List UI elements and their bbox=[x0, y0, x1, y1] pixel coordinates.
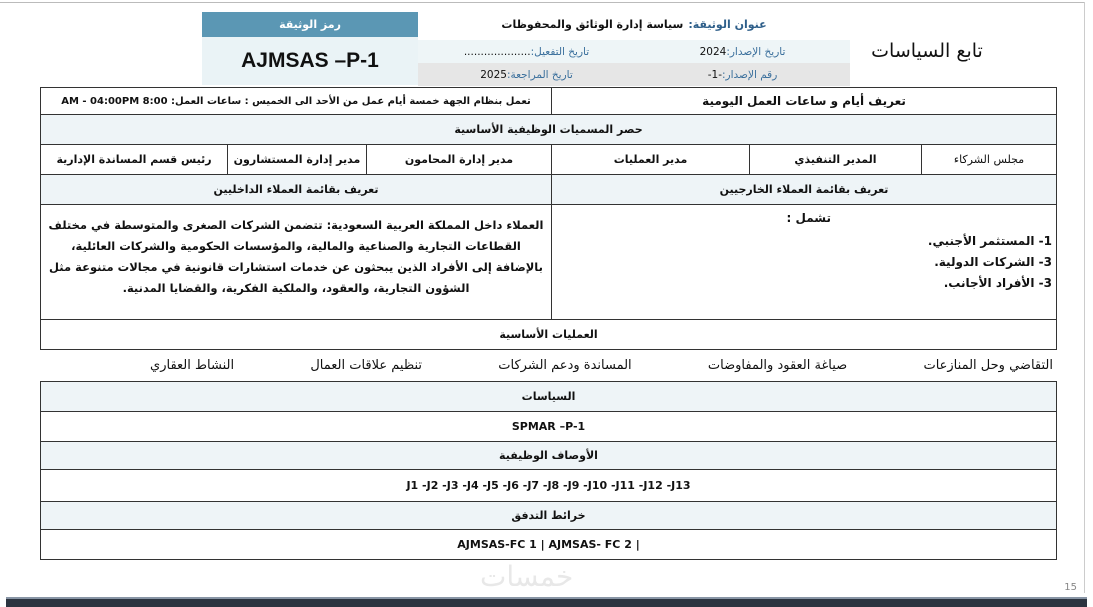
operation-item: النشاط العقاري bbox=[150, 358, 235, 373]
operation-item: صياغة العقود والمفاوضات bbox=[707, 358, 848, 373]
issue-number-label: رقم الإصدار: bbox=[722, 68, 778, 81]
flow-heading: خرائط التدفق bbox=[511, 509, 586, 522]
document-title bbox=[418, 12, 850, 37]
external-clients-heading: تعريف بقائمة العملاء الخارجيين bbox=[551, 175, 1056, 204]
flow-heading-row bbox=[40, 502, 1057, 530]
page-top-border bbox=[0, 2, 1085, 3]
issue-number bbox=[635, 63, 850, 86]
job-title: مدير إدارة المحامون bbox=[366, 145, 551, 174]
page-title: تابع السياسات bbox=[871, 40, 983, 62]
review-value: 2025 bbox=[480, 68, 507, 81]
work-hours-label: تعريف أيام و ساعات العمل اليومية bbox=[551, 88, 1056, 114]
operations-heading-row bbox=[40, 320, 1057, 350]
jobs-row bbox=[40, 470, 1057, 502]
document-code-label: رمز الوثيقة bbox=[202, 12, 418, 37]
clients-heading-row bbox=[40, 175, 1057, 205]
title-value: سياسة إدارة الوثائق والمحفوظات bbox=[501, 18, 684, 31]
job-titles-heading-row bbox=[40, 115, 1057, 145]
job-title: رئيس قسم المساندة الإدارية bbox=[56, 153, 212, 166]
internal-clients-heading: تعريف بقائمة العملاء الداخليين bbox=[213, 183, 379, 196]
issue-date-value: 2024 bbox=[699, 45, 727, 58]
activation-date bbox=[418, 40, 635, 63]
job-title: مدير العمليات bbox=[551, 145, 749, 174]
internal-clients-text: العملاء داخل المملكة العربية السعودية: تتضمن الشركات الصغرى والمتوسطة في مختلف القطاعات التجارية والصناعية والمالية، والمؤسسات الحكومية والشركات العائلية، بالإضافة إلى الأفراد الذين يبحثون عن خدمات استشارات قانونية في مجالات متنوعة مثل الشؤون التجارية، والعقود، والملكية الفكرية، والقضايا المدنية. bbox=[48, 218, 544, 295]
jobs-heading: الأوصاف الوظيفية bbox=[499, 449, 598, 462]
clients-content-row bbox=[40, 205, 1057, 320]
external-intro: تشمل : bbox=[786, 211, 831, 225]
jobs-heading-row bbox=[40, 442, 1057, 470]
issue-number-value: -1- bbox=[707, 68, 722, 81]
operation-item: تنظيم علاقات العمال bbox=[310, 358, 423, 373]
job-titles-row bbox=[40, 145, 1057, 175]
review-label: تاريخ المراجعة: bbox=[506, 68, 573, 81]
job-titles-heading: حصر المسميات الوظيفية الأساسية bbox=[454, 123, 643, 136]
flow-row bbox=[40, 530, 1057, 560]
issue-date bbox=[635, 40, 850, 63]
jobs-value: J1 -J2 -J3 -J4 -J5 -J6 -J7 -J8 -J9 -J10 -J11 -J12 -J13 bbox=[406, 479, 691, 492]
footer-bar bbox=[6, 597, 1087, 607]
activation-value: .................... bbox=[463, 45, 531, 58]
operation-item: التقاضي وحل المنازعات bbox=[923, 358, 1053, 373]
external-client-item: 3- الأفراد الأجانب. bbox=[943, 276, 1052, 290]
policies-value: SPMAR –P-1 bbox=[511, 420, 586, 433]
operation-item: المساندة ودعم الشركات bbox=[498, 358, 632, 373]
issue-date-label: تاريخ الإصدار: bbox=[726, 45, 786, 58]
policies-row bbox=[40, 412, 1057, 442]
external-clients bbox=[551, 205, 1056, 319]
review-date bbox=[418, 63, 635, 86]
job-title: مدير إدارة المستشارون bbox=[227, 145, 366, 174]
policies-heading-row bbox=[40, 382, 1057, 412]
work-hours-value: تعمل بنظام الجهة خمسة أيام عمل من الأحد الى الخميس : ساعات العمل: 8:00 AM - 04:00PM bbox=[61, 95, 531, 107]
operations-heading: العمليات الأساسية bbox=[499, 328, 598, 341]
document-code-value: AJMSAS –P-1 bbox=[202, 37, 418, 85]
operations-row bbox=[40, 350, 1057, 382]
page-right-border bbox=[1084, 2, 1085, 593]
flow-value: AJMSAS-FC 1 | AJMSAS- FC 2 | bbox=[457, 538, 640, 551]
watermark: خمسات bbox=[480, 560, 574, 593]
work-hours-row bbox=[40, 87, 1057, 115]
job-title: المدير التنفيذي bbox=[749, 145, 921, 174]
job-title: مجلس الشركاء bbox=[921, 145, 1056, 174]
policies-heading: السياسات bbox=[521, 390, 576, 403]
external-client-item: 1- المستثمر الأجنبي. bbox=[927, 234, 1052, 248]
external-client-item: 3- الشركات الدولية. bbox=[934, 255, 1052, 269]
activation-label: تاريخ التفعيل: bbox=[530, 45, 590, 58]
page-number: 15 bbox=[1064, 582, 1077, 593]
title-label: عنوان الوثيقة: bbox=[688, 18, 767, 31]
